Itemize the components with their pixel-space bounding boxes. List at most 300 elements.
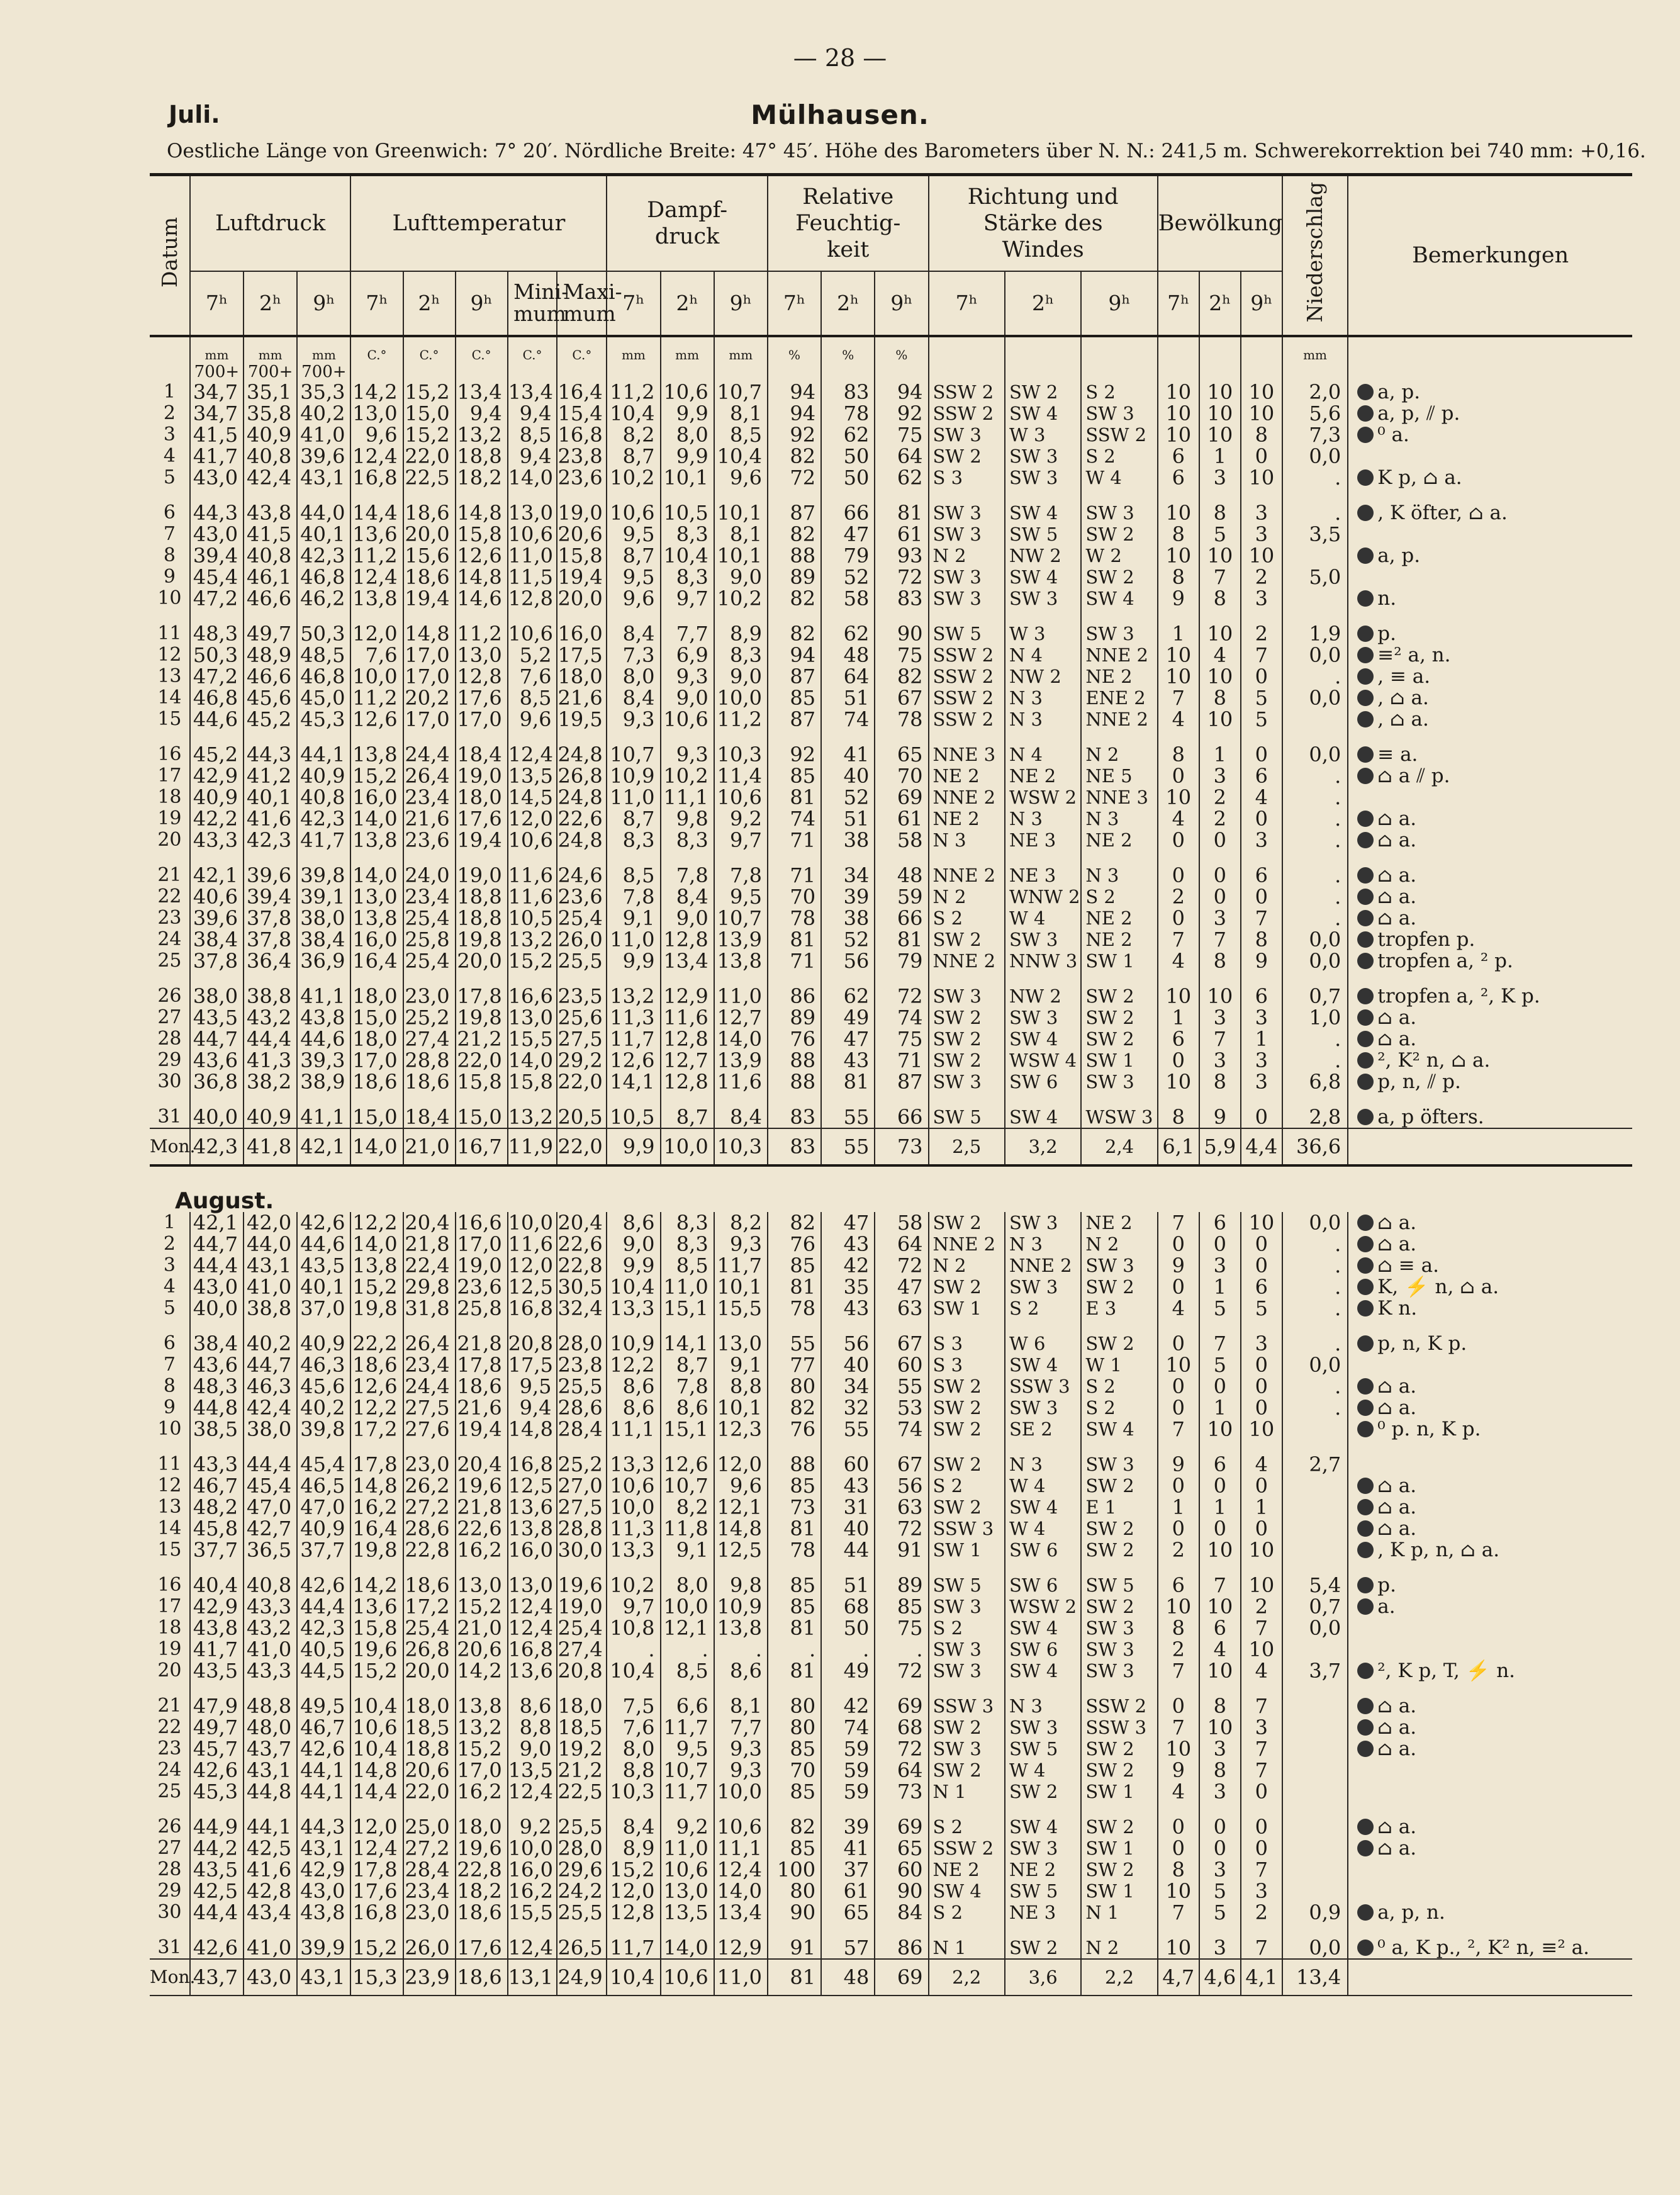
remarks-text: ⌂ a. — [1377, 907, 1417, 929]
cloud-cell: 7 — [1158, 1418, 1199, 1440]
precipitation-cell: 0,0 — [1282, 446, 1348, 467]
remarks-cell — [1348, 1639, 1632, 1660]
wind-cell: N 1 — [929, 1937, 1005, 1959]
empty-cell — [1081, 362, 1157, 381]
temperature-cell: 22,4 — [403, 1255, 456, 1276]
humidity-cell: 74 — [821, 709, 875, 730]
vapour-pressure-cell: 12,9 — [714, 1937, 768, 1959]
temperature-cell: 19,0 — [456, 765, 508, 787]
empty-cell — [150, 609, 190, 623]
day-number: 11 — [150, 623, 190, 644]
temp-max-cell: 26,5 — [557, 1937, 607, 1959]
empty-cell — [1158, 851, 1199, 865]
vapour-pressure-cell: 10,7 — [714, 381, 768, 403]
wind-cell: N 4 — [1005, 644, 1081, 666]
pressure-cell: 44,1 — [297, 1781, 350, 1802]
empty-cell — [403, 609, 456, 623]
cloud-cell: 7 — [1241, 1937, 1282, 1959]
temperature-cell: 15,0 — [350, 1007, 403, 1028]
day-row — [150, 1859, 1632, 1880]
temperature-cell: 21,0 — [456, 1617, 508, 1639]
empty-cell — [456, 1802, 508, 1816]
wind-cell: E 3 — [1081, 1298, 1157, 1319]
temperature-cell: 7,6 — [350, 644, 403, 666]
empty-cell — [1005, 851, 1081, 865]
wind-cell: SW 2 — [929, 1007, 1005, 1028]
cloud-cell: 4,4 — [1241, 1128, 1282, 1165]
unit-pct: % — [821, 336, 875, 362]
temp-min-cell: 12,4 — [508, 1781, 557, 1802]
temperature-cell: 14,2 — [350, 381, 403, 403]
temperature-cell: 18,6 — [350, 1354, 403, 1376]
empty-cell — [297, 1802, 350, 1816]
vapour-pressure-cell: 8,7 — [607, 808, 660, 829]
humidity-cell: 77 — [768, 1354, 821, 1376]
pressure-cell: 45,6 — [297, 1376, 350, 1397]
humidity-cell: 69 — [875, 787, 928, 808]
temperature-cell: 14,0 — [350, 865, 403, 886]
pressure-cell: 45,4 — [244, 1475, 297, 1496]
empty-cell — [768, 851, 821, 865]
temperature-cell: 10,4 — [350, 1738, 403, 1760]
empty-cell — [1282, 730, 1348, 744]
temperature-cell: 15,3 — [350, 1959, 403, 1996]
header-h9: 9ʰ — [875, 271, 928, 336]
humidity-cell: 60 — [875, 1859, 928, 1880]
empty-cell — [244, 1319, 297, 1333]
weather-table — [150, 176, 1632, 1996]
wind-cell: NE 3 — [1005, 865, 1081, 886]
precipitation-cell: 5,6 — [1282, 403, 1348, 424]
humidity-cell: 69 — [875, 1816, 928, 1838]
cloud-cell: 10 — [1241, 467, 1282, 488]
temperature-cell: 13,0 — [350, 403, 403, 424]
day-number: 18 — [150, 787, 190, 808]
day-number: 31 — [150, 1937, 190, 1959]
vapour-pressure-cell: 9,3 — [714, 1738, 768, 1760]
temperature-cell: 26,0 — [403, 1937, 456, 1959]
pressure-cell: 44,8 — [244, 1781, 297, 1802]
empty-cell — [714, 730, 768, 744]
pressure-cell: 43,1 — [297, 1959, 350, 1996]
precipitation-cell — [1282, 1816, 1348, 1838]
remarks-text: a, p. — [1377, 381, 1421, 403]
cloud-cell: 2 — [1241, 1596, 1282, 1617]
day-row — [150, 1738, 1632, 1760]
cloud-cell: 10 — [1158, 1880, 1199, 1902]
empty-cell — [821, 1923, 875, 1937]
remarks-cell — [1348, 1276, 1632, 1298]
day-row — [150, 545, 1632, 566]
remarks-cell — [1348, 566, 1632, 588]
humidity-cell: 70 — [768, 886, 821, 907]
day-row — [150, 1333, 1632, 1354]
day-number: 3 — [150, 1255, 190, 1276]
empty-cell — [821, 1802, 875, 1816]
empty-cell — [768, 1440, 821, 1454]
wind-cell: W 4 — [1005, 1475, 1081, 1496]
wind-cell: SW 5 — [929, 1575, 1005, 1596]
remarks-cell — [1348, 1596, 1632, 1617]
cloud-cell: 6 — [1158, 1028, 1199, 1050]
empty-cell — [350, 851, 403, 865]
humidity-cell: 78 — [768, 1539, 821, 1561]
vapour-pressure-cell: 13,8 — [714, 950, 768, 972]
humidity-cell: 62 — [821, 985, 875, 1007]
day-number: 10 — [150, 1418, 190, 1440]
day-row — [150, 1781, 1632, 1802]
pressure-cell: 44,1 — [244, 1816, 297, 1838]
temp-max-cell: 27,0 — [557, 1475, 607, 1496]
vapour-pressure-cell: 12,8 — [661, 929, 714, 950]
temp-max-cell: 19,4 — [557, 566, 607, 588]
pressure-cell: 37,8 — [244, 929, 297, 950]
temp-min-cell: 16,8 — [508, 1298, 557, 1319]
temp-max-cell: 30,0 — [557, 1539, 607, 1561]
temperature-cell: 25,0 — [403, 1816, 456, 1838]
cloud-cell: 9 — [1158, 1255, 1199, 1276]
vapour-pressure-cell: 7,5 — [607, 1695, 660, 1717]
empty-cell — [350, 730, 403, 744]
rain-symbol-icon — [1357, 867, 1374, 884]
wind-cell: S 2 — [929, 907, 1005, 929]
cloud-cell: 7 — [1158, 1717, 1199, 1738]
pressure-cell: 38,0 — [190, 985, 244, 1007]
wind-cell: SW 3 — [929, 502, 1005, 524]
header-t7: 7ʰ — [350, 271, 403, 336]
empty-cell — [1282, 1802, 1348, 1816]
empty-cell — [768, 1923, 821, 1937]
vapour-pressure-cell: 10,0 — [714, 1781, 768, 1802]
temperature-cell: 22,8 — [456, 1859, 508, 1880]
remarks-text: ⌂ a. — [1377, 1375, 1417, 1398]
vapour-pressure-cell: 9,3 — [714, 1760, 768, 1781]
vapour-pressure-cell: 7,6 — [607, 1717, 660, 1738]
vapour-pressure-cell: 10,6 — [607, 1475, 660, 1496]
pressure-cell: 36,8 — [190, 1071, 244, 1092]
cloud-cell: 10 — [1199, 545, 1241, 566]
cloud-cell: 10 — [1158, 1596, 1199, 1617]
precipitation-cell — [1282, 545, 1348, 566]
vapour-pressure-cell: 15,5 — [714, 1298, 768, 1319]
units-row — [150, 336, 1632, 362]
vapour-pressure-cell: 7,8 — [661, 865, 714, 886]
wind-cell: SW 2 — [1081, 566, 1157, 588]
temperature-cell: 13,6 — [350, 1596, 403, 1617]
cloud-cell: 10 — [1199, 381, 1241, 403]
empty-cell — [190, 1681, 244, 1695]
remarks-cell — [1348, 1007, 1632, 1028]
vapour-pressure-cell: 15,1 — [661, 1298, 714, 1319]
empty-cell — [1199, 1561, 1241, 1575]
day-row — [150, 865, 1632, 886]
wind-cell: SW 3 — [1005, 1007, 1081, 1028]
humidity-cell: 83 — [875, 588, 928, 609]
humidity-cell: 72 — [768, 467, 821, 488]
precipitation-cell: . — [1282, 502, 1348, 524]
empty-cell — [607, 1319, 660, 1333]
pressure-cell: 44,3 — [244, 744, 297, 765]
pressure-cell: 41,1 — [297, 985, 350, 1007]
wind-cell: NNE 2 — [929, 865, 1005, 886]
pressure-cell: 49,5 — [297, 1695, 350, 1717]
cloud-cell: 5 — [1199, 1880, 1241, 1902]
temp-min-cell: 12,4 — [508, 1617, 557, 1639]
cloud-cell: 8 — [1199, 687, 1241, 709]
temperature-cell: 20,6 — [403, 1760, 456, 1781]
empty-cell — [768, 1092, 821, 1106]
vapour-pressure-cell: 13,4 — [661, 950, 714, 972]
wind-cell: SSW 2 — [929, 644, 1005, 666]
cloud-cell: 5 — [1199, 1902, 1241, 1923]
humidity-cell: 49 — [821, 1007, 875, 1028]
empty-cell — [821, 1319, 875, 1333]
empty-cell — [929, 1092, 1005, 1106]
pressure-cell: 48,3 — [190, 623, 244, 644]
pressure-cell: 37,8 — [190, 950, 244, 972]
vapour-pressure-cell: 9,5 — [607, 524, 660, 545]
empty-cell — [661, 1681, 714, 1695]
pressure-cell: 43,7 — [190, 1959, 244, 1996]
temp-min-cell: 16,0 — [508, 1539, 557, 1561]
day-row — [150, 1028, 1632, 1050]
wind-cell: N 2 — [1081, 1233, 1157, 1255]
day-row — [150, 787, 1632, 808]
vapour-pressure-cell: 9,6 — [607, 588, 660, 609]
remarks-cell — [1348, 929, 1632, 950]
day-number: 27 — [150, 1007, 190, 1028]
wind-cell: NE 2 — [929, 1859, 1005, 1880]
empty-cell — [1348, 1923, 1632, 1937]
temp-max-cell: 19,6 — [557, 1575, 607, 1596]
cloud-cell: 6 — [1158, 467, 1199, 488]
cloud-cell: 0 — [1158, 829, 1199, 851]
temp-min-cell: 12,5 — [508, 1475, 557, 1496]
wind-cell: SW 6 — [1005, 1639, 1081, 1660]
day-number: 28 — [150, 1028, 190, 1050]
vapour-pressure-cell: 11,0 — [661, 1276, 714, 1298]
humidity-cell: 34 — [821, 865, 875, 886]
empty-cell — [403, 851, 456, 865]
pressure-cell: 34,7 — [190, 403, 244, 424]
temperature-cell: 29,8 — [403, 1276, 456, 1298]
day-number: 10 — [150, 588, 190, 609]
vapour-pressure-cell: 11,0 — [661, 1838, 714, 1859]
remarks-cell — [1348, 1859, 1632, 1880]
wind-cell: SW 3 — [1005, 1397, 1081, 1418]
vapour-pressure-cell: 11,0 — [607, 929, 660, 950]
remarks-cell — [1348, 1937, 1632, 1959]
day-number: 30 — [150, 1902, 190, 1923]
vapour-pressure-cell: 8,4 — [661, 886, 714, 907]
empty-cell — [403, 1319, 456, 1333]
precipitation-cell — [1282, 1781, 1348, 1802]
wind-cell: N 3 — [1005, 1695, 1081, 1717]
wind-cell: SW 2 — [1081, 1596, 1157, 1617]
temperature-cell: 17,0 — [456, 1760, 508, 1781]
day-number: 4 — [150, 446, 190, 467]
empty-cell — [508, 1440, 557, 1454]
empty-cell — [714, 488, 768, 502]
humidity-cell: 85 — [768, 1838, 821, 1859]
wind-cell: N 3 — [1005, 1454, 1081, 1475]
empty-cell — [1241, 1440, 1282, 1454]
pressure-cell: 41,7 — [190, 446, 244, 467]
day-row — [150, 467, 1632, 488]
temperature-cell: 23,6 — [403, 829, 456, 851]
humidity-cell: 41 — [821, 744, 875, 765]
empty-cell — [1241, 1092, 1282, 1106]
remarks-cell — [1348, 1298, 1632, 1319]
empty-cell — [768, 362, 821, 381]
temp-max-cell: 28,4 — [557, 1418, 607, 1440]
empty-cell — [297, 1681, 350, 1695]
temp-max-cell: 25,5 — [557, 950, 607, 972]
humidity-cell: 52 — [821, 929, 875, 950]
empty-cell — [403, 1440, 456, 1454]
empty-cell — [350, 1440, 403, 1454]
pressure-cell: 43,4 — [244, 1902, 297, 1923]
empty-cell — [508, 488, 557, 502]
pressure-cell: 38,4 — [297, 929, 350, 950]
pressure-cell: 38,9 — [297, 1071, 350, 1092]
vapour-pressure-cell: 9,9 — [607, 1128, 660, 1165]
humidity-cell: 72 — [875, 1518, 928, 1539]
wind-cell: N 3 — [1005, 1233, 1081, 1255]
empty-cell — [297, 851, 350, 865]
remarks-cell — [1348, 1475, 1632, 1496]
temp-min-cell: 13,4 — [508, 381, 557, 403]
humidity-cell: 63 — [875, 1298, 928, 1319]
wind-cell: 2,2 — [929, 1959, 1005, 1996]
humidity-cell: 81 — [768, 1617, 821, 1639]
empty-cell — [661, 1092, 714, 1106]
temperature-cell: 22,0 — [403, 446, 456, 467]
vapour-pressure-cell: 7,8 — [714, 865, 768, 886]
cloud-cell: 2 — [1158, 1539, 1199, 1561]
rain-symbol-icon — [1357, 889, 1374, 905]
rain-symbol-icon — [1357, 1074, 1374, 1090]
empty-cell — [875, 730, 928, 744]
empty-cell — [1158, 1440, 1199, 1454]
remarks-cell — [1348, 1255, 1632, 1276]
unit-mm: mm — [1282, 336, 1348, 362]
cloud-cell: 4 — [1158, 709, 1199, 730]
pressure-cell: 43,8 — [297, 1902, 350, 1923]
temperature-cell: 28,4 — [403, 1859, 456, 1880]
temperature-cell: 19,6 — [456, 1475, 508, 1496]
day-row — [150, 1454, 1632, 1475]
wind-cell: NNE 3 — [1081, 787, 1157, 808]
wind-cell: SW 3 — [1081, 403, 1157, 424]
remarks-text: ⌂ a. — [1377, 1474, 1417, 1497]
remarks-text: K, ⚡ n, ⌂ a. — [1377, 1276, 1499, 1298]
cloud-cell: 8 — [1158, 1859, 1199, 1880]
vapour-pressure-cell: 10,5 — [607, 1106, 660, 1128]
remarks-cell — [1348, 1539, 1632, 1561]
humidity-cell: 92 — [768, 424, 821, 446]
humidity-cell: 79 — [821, 545, 875, 566]
empty-cell — [190, 1923, 244, 1937]
cloud-cell: 3 — [1199, 765, 1241, 787]
vapour-pressure-cell: 7,7 — [714, 1717, 768, 1738]
cloud-cell: 7 — [1158, 1660, 1199, 1681]
vapour-pressure-cell: 13,5 — [661, 1902, 714, 1923]
header-p2: 2ʰ — [244, 271, 297, 336]
vapour-pressure-cell: 8,3 — [607, 829, 660, 851]
remarks-cell — [1348, 1816, 1632, 1838]
empty-cell — [190, 972, 244, 985]
vapour-pressure-cell: 9,3 — [661, 744, 714, 765]
humidity-cell: 59 — [821, 1738, 875, 1760]
rain-symbol-icon — [1357, 1577, 1374, 1593]
precipitation-cell: . — [1282, 666, 1348, 687]
humidity-cell: . — [875, 1639, 928, 1660]
humidity-cell: 64 — [875, 1760, 928, 1781]
empty-cell — [1158, 1802, 1199, 1816]
temperature-cell: 22,0 — [403, 1781, 456, 1802]
temp-min-cell: 8,6 — [508, 1695, 557, 1717]
cloud-cell: 10 — [1241, 403, 1282, 424]
humidity-cell: 43 — [821, 1233, 875, 1255]
rain-symbol-icon — [1357, 690, 1374, 706]
temperature-cell: 23,0 — [403, 1454, 456, 1475]
remarks-cell — [1348, 1454, 1632, 1475]
temperature-cell: 21,6 — [456, 1397, 508, 1418]
vapour-pressure-cell: 10,9 — [714, 1596, 768, 1617]
wind-cell: SSW 2 — [929, 709, 1005, 730]
rain-symbol-icon — [1357, 768, 1374, 784]
empty-cell — [1005, 972, 1081, 985]
remarks-cell — [1348, 1959, 1632, 1996]
pressure-cell: 44,9 — [190, 1816, 244, 1838]
empty-cell — [875, 1092, 928, 1106]
temperature-cell: 15,2 — [350, 1937, 403, 1959]
empty-cell — [661, 972, 714, 985]
empty-cell — [1005, 1092, 1081, 1106]
temp-max-cell: 24,2 — [557, 1880, 607, 1902]
humidity-cell: 51 — [821, 808, 875, 829]
temperature-cell: 18,2 — [456, 1880, 508, 1902]
temperature-cell: 19,6 — [350, 1639, 403, 1660]
wind-cell: SW 3 — [929, 1071, 1005, 1092]
humidity-cell: 43 — [821, 1050, 875, 1071]
wind-cell: SW 2 — [1081, 1007, 1157, 1028]
humidity-cell: 81 — [875, 502, 928, 524]
humidity-cell: 75 — [875, 644, 928, 666]
wind-cell: SSW 3 — [1081, 1717, 1157, 1738]
empty-cell — [150, 1923, 190, 1937]
temperature-cell: 10,6 — [350, 1717, 403, 1738]
empty-cell — [150, 1561, 190, 1575]
empty-cell — [403, 730, 456, 744]
wind-cell: S 2 — [929, 1902, 1005, 1923]
temp-max-cell: 25,5 — [557, 1816, 607, 1838]
vapour-pressure-cell: 8,0 — [607, 666, 660, 687]
pressure-cell: 39,9 — [297, 1937, 350, 1959]
empty-cell — [1282, 1440, 1348, 1454]
day-number: 31 — [150, 1106, 190, 1128]
cloud-cell: 7 — [1158, 1902, 1199, 1923]
precipitation-cell — [1282, 709, 1348, 730]
vapour-pressure-cell: 10,7 — [661, 1760, 714, 1781]
pressure-cell: 46,8 — [190, 687, 244, 709]
pressure-cell: 42,1 — [297, 1128, 350, 1165]
humidity-cell: 62 — [821, 623, 875, 644]
humidity-cell: 82 — [768, 1816, 821, 1838]
temp-min-cell: 9,4 — [508, 446, 557, 467]
day-number: 12 — [150, 1475, 190, 1496]
